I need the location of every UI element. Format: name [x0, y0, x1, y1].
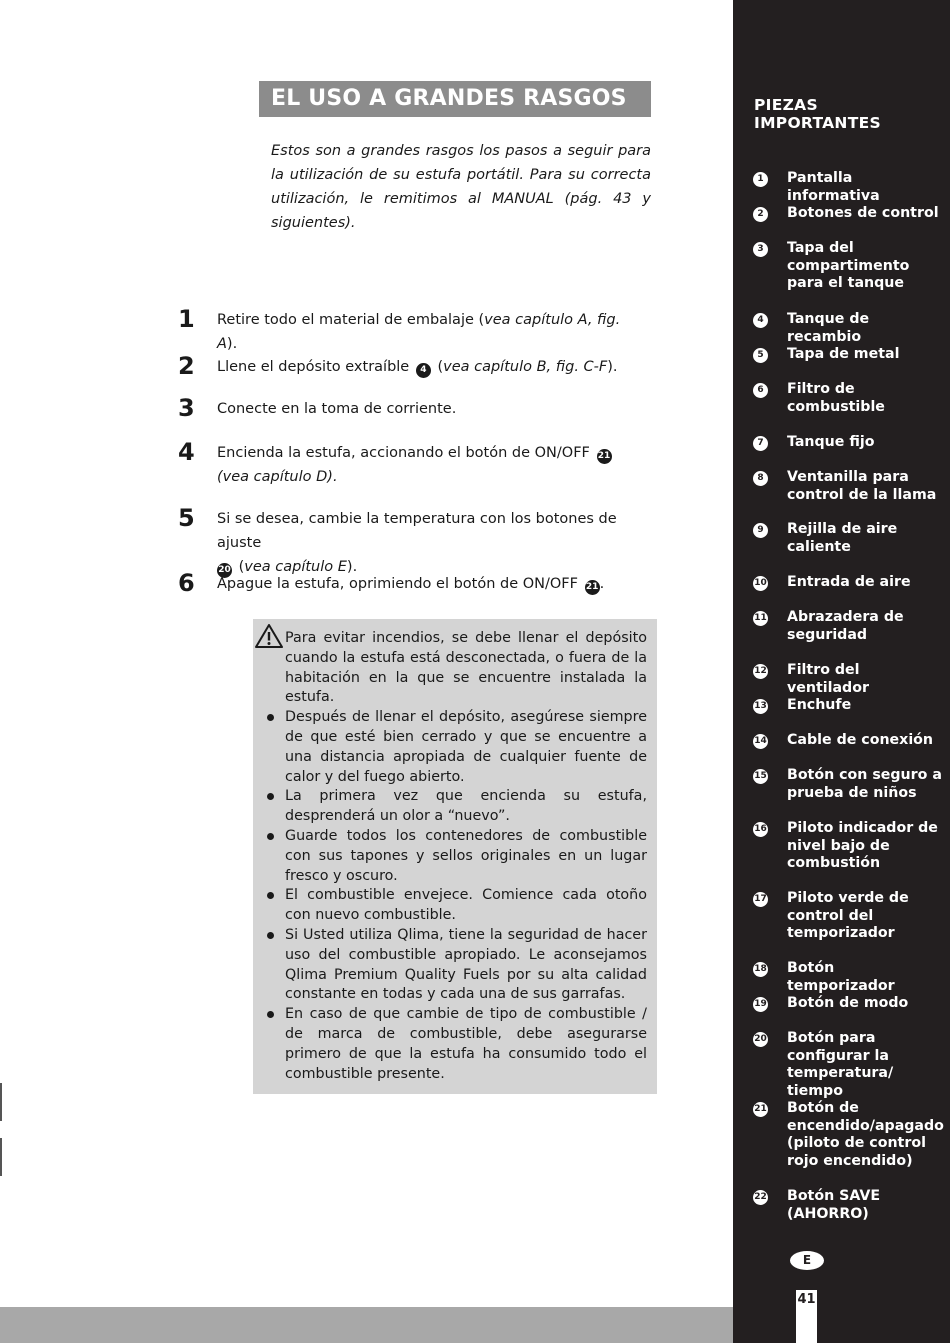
part-item: [753, 820, 943, 873]
warning-item: Guarde todos los contenedores de combustible con sus tapones y sellos originales en un lugar fresco y oscuro.: [285, 827, 647, 886]
sidebar: [733, 0, 950, 1343]
step-number: 2: [178, 352, 195, 380]
part-label: Abrazadera de seguridad: [787, 609, 904, 643]
margin-mark: [0, 1138, 2, 1176]
part-item: [753, 311, 943, 346]
part-label: Tanque fijo: [787, 434, 875, 450]
step-3: [178, 394, 638, 422]
part-number-badge: 4: [416, 363, 431, 378]
part-label: Filtro del ventilador: [787, 662, 869, 696]
part-number-badge: 8: [753, 471, 768, 486]
warning-item: En caso de que cambie de tipo de combustible / de marca de combustible, debe asegurarse primero de que la estufa ha consumido todo el combustible presente.: [285, 1005, 647, 1084]
part-number-badge: 1: [753, 172, 768, 187]
language-badge: E: [790, 1251, 824, 1270]
part-label: Piloto verde de control del temporizador: [787, 890, 909, 941]
part-label: Rejilla de aire caliente: [787, 521, 898, 555]
part-item: [753, 960, 943, 995]
part-item: [753, 662, 943, 697]
step-2: [178, 352, 638, 380]
step-text: Encienda la estufa, accionando el botón de ON/OFF 21 (vea capítulo D).: [217, 445, 611, 485]
part-number-badge: 21: [753, 1102, 768, 1117]
step-1: [178, 305, 638, 356]
part-label: Ventanilla para control de la llama: [787, 469, 937, 503]
warning-item: La primera vez que encienda su estufa, desprenderá un olor a “nuevo”.: [285, 787, 647, 827]
part-number-badge: 19: [753, 997, 768, 1012]
part-label: Entrada de aire: [787, 574, 911, 590]
footer-strip: [0, 1307, 733, 1343]
part-item: [753, 346, 943, 364]
part-label: Botón SAVE (AHORRO): [787, 1188, 881, 1222]
warning-box: [253, 619, 657, 1094]
part-number-badge: 10: [753, 576, 768, 591]
part-number-badge: 22: [753, 1190, 768, 1205]
part-label: Botón con seguro a prueba de niños: [787, 767, 942, 801]
warning-triangle-icon: [254, 623, 284, 649]
part-number-badge: 13: [753, 699, 768, 714]
part-label: Botones de control: [787, 205, 939, 221]
part-number-badge: 5: [753, 348, 768, 363]
part-number-badge: 20: [217, 563, 232, 578]
warning-item: Después de llenar el depósito, asegúrese siempre de que esté bien cerrado y que se encuentre a una distancia apropiada de cualquier fuente de calor y del fuego abierto.: [285, 708, 647, 787]
part-number-badge: 4: [753, 313, 768, 328]
part-item: [753, 609, 943, 644]
part-number-badge: 3: [753, 242, 768, 257]
warning-list: [285, 629, 647, 1084]
part-label: Tapa de metal: [787, 346, 900, 362]
step-text: Apague la estufa, oprimiendo el botón de ON/OFF 21.: [217, 572, 638, 596]
part-label: Pantalla informativa: [787, 170, 880, 204]
step-number: 3: [178, 394, 195, 422]
step-number: 5: [178, 504, 195, 532]
part-label: Piloto indicador de nivel bajo de combustión: [787, 820, 938, 871]
part-item: [753, 697, 943, 715]
part-number-badge: 2: [753, 207, 768, 222]
step-4: [178, 438, 638, 489]
part-item: [753, 732, 943, 750]
part-number-badge: 12: [753, 664, 768, 679]
part-number-badge: 6: [753, 383, 768, 398]
part-number-badge: 7: [753, 436, 768, 451]
part-label: Tapa del compartimento para el tanque: [787, 240, 910, 291]
part-item: [753, 170, 943, 205]
warning-item: El combustible envejece. Comience cada otoño con nuevo combustible.: [285, 886, 647, 926]
part-label: Botón de encendido/apagado (piloto de control rojo encendido): [787, 1100, 944, 1169]
step-text: Retire todo el material de embalaje (vea capítulo A, fig. A).: [217, 312, 621, 352]
part-label: Enchufe: [787, 697, 852, 713]
sidebar-title: PIEZAS IMPORTANTES: [754, 96, 881, 132]
page-number: 41: [796, 1290, 817, 1343]
part-item: [753, 521, 943, 556]
warning-item: Si Usted utiliza Qlima, tiene la seguridad de hacer uso del combustible apropiado. Le aconsejamos Qlima Premium Quality Fuels por su alta calidad constante en todas y cada una de sus garrafas.: [285, 926, 647, 1005]
step-number: 4: [178, 438, 195, 466]
part-item: [753, 1030, 943, 1100]
part-label: Filtro de combustible: [787, 381, 885, 415]
step-number: 6: [178, 569, 195, 597]
part-item: [753, 205, 943, 223]
part-item: [753, 767, 943, 802]
margin-mark: [0, 1083, 2, 1121]
part-number-badge: 17: [753, 892, 768, 907]
part-number-badge: 11: [753, 611, 768, 626]
intro-paragraph: Estos son a grandes rasgos los pasos a seguir para la utilización de su estufa portátil. Para su correcta utilización, le remitimos al MANUAL (pág. 43 y siguientes).: [271, 143, 651, 231]
part-item: [753, 574, 943, 592]
part-number-badge: 9: [753, 523, 768, 538]
warning-item: Para evitar incendios, se debe llenar el depósito cuando la estufa está desconectada, o fuera de la habitación en la que se encuentre instalada la estufa.: [285, 630, 647, 706]
part-item: [753, 381, 943, 416]
step-text: Llene el depósito extraíble 4 (vea capítulo B, fig. C-F).: [217, 355, 638, 379]
part-label: Botón de modo: [787, 995, 909, 1011]
step-text: Si se desea, cambie la temperatura con los botones de ajuste 20 (vea capítulo E).: [217, 507, 638, 579]
part-label: Botón temporizador: [787, 960, 895, 994]
part-item: [753, 890, 943, 943]
step-5: [178, 504, 638, 579]
part-item: [753, 995, 943, 1013]
part-number-badge: 15: [753, 769, 768, 784]
part-label: Tanque de recambio: [787, 311, 870, 345]
part-item: [753, 240, 943, 293]
step-number: 1: [178, 305, 195, 333]
part-number-badge: 18: [753, 962, 768, 977]
part-item: [753, 1188, 943, 1223]
page-title: EL USO A GRANDES RASGOS: [259, 81, 651, 117]
part-item: [753, 469, 943, 504]
part-number-badge: 21: [585, 580, 600, 595]
part-label: Cable de conexión: [787, 732, 934, 748]
part-label: Botón para configurar la temperatura/ tiempo: [787, 1030, 894, 1099]
step-text: Conecte en la toma de corriente.: [217, 401, 457, 417]
part-item: [753, 434, 943, 452]
part-item: [753, 1100, 943, 1170]
part-number-badge: 14: [753, 734, 768, 749]
part-number-badge: 21: [597, 449, 612, 464]
part-number-badge: 16: [753, 822, 768, 837]
part-number-badge: 20: [753, 1032, 768, 1047]
